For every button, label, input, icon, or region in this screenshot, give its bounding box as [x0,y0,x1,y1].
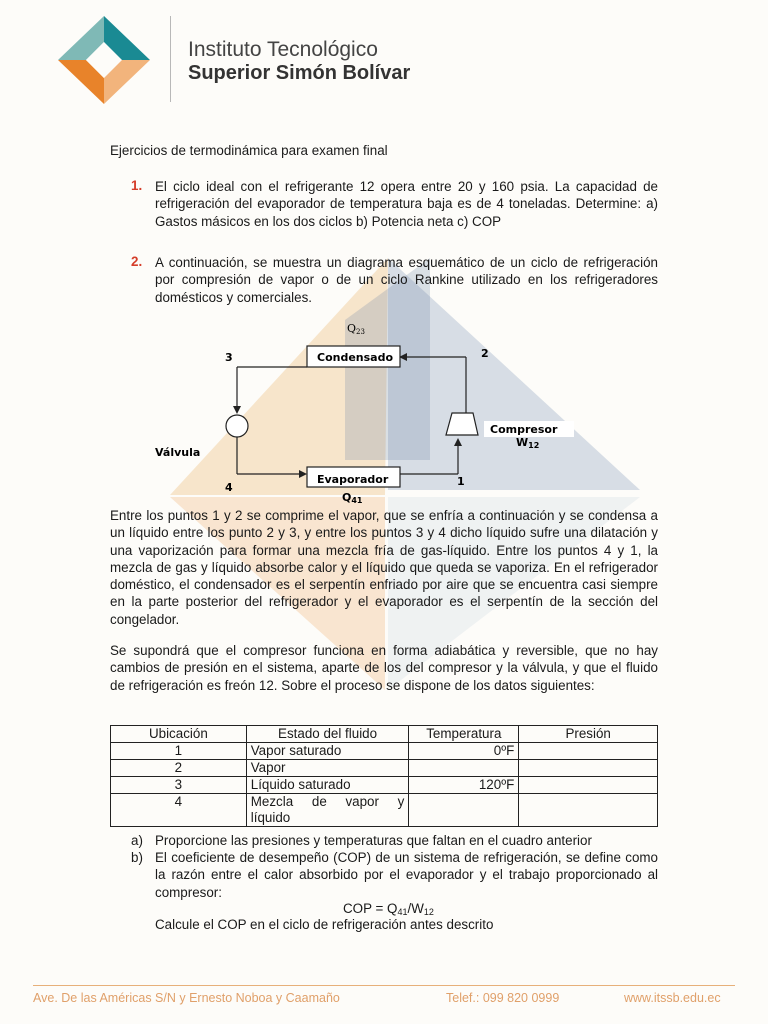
table-cell: 0ºF [409,743,519,760]
refrigeration-cycle-diagram [0,300,768,520]
point-4-label: 4 [225,481,233,494]
table-cell: 4 [111,794,247,827]
table-row [111,743,658,760]
paragraph-cycle-description: Entre los puntos 1 y 2 se comprime el vapor, que se enfría a continuación y se condensa a un líquido entre los punto 2 y 3, y entre los puntos 3 y 4 dicho líquido sufre una dilatación y una vaporización para formar una mezcla fría de gas-líquido. Entre los puntos 4 y 1, la mezcla de gas y líquido absorbe calor y el líquido que queda se vaporiza. En el refrigerador doméstico, el condensador es el serpentín enfriado por aire que se encuentra casi siempre en la parte posterior del refrigerador y el evaporador es el serpentín de la sección del congelador. [110,508,658,627]
table-cell: Líquido saturado [246,777,409,794]
institute-logo [56,14,152,106]
table-cell [409,794,519,827]
question-b-label: b) [131,850,143,865]
table-cell: Vapor saturado [246,743,409,760]
header-divider [170,16,171,102]
q41-label: Q41 [342,491,363,505]
table-header: Presión [519,726,658,743]
institution-name-line1: Instituto Tecnológico [188,38,378,61]
formula-sub-12: 12 [423,907,434,917]
table-cell: 3 [111,777,247,794]
valve-symbol [226,415,248,437]
table-row [111,794,658,827]
table-header: Temperatura [409,726,519,743]
question-a-text: Proporcione las presiones y temperaturas que faltan en el cuadro anterior [155,833,592,848]
item1-number: 1. [131,178,143,193]
table-cell [519,794,658,827]
table-row [111,760,658,777]
data-table [110,725,658,827]
footer-website[interactable]: www.itssb.edu.ec [624,991,721,1005]
formula-mid: /W [407,901,424,916]
valve-label: Válvula [155,446,201,459]
table-row [111,777,658,794]
document-title: Ejercicios de termodinámica para examen final [110,143,388,158]
formula-sub-41: 41 [397,907,408,917]
question-a-label: a) [131,833,143,848]
item1-text: El ciclo ideal con el refrigerante 12 opera entre 20 y 160 psia. La capacidad de refrigeración del evaporador de temperatura baja es de 4 toneladas. Determine: a) Gastos másicos en los dos ciclos b) Potencia neta c) COP [155,179,658,229]
table-cell-line: líquido [250,810,291,825]
table-cell: 1 [111,743,247,760]
q23-label: Q23 [347,322,365,336]
table-header: Ubicación [111,726,247,743]
table-cell: 2 [111,760,247,777]
table-cell: 120ºF [409,777,519,794]
point-1-label: 1 [457,475,465,488]
item2-number: 2. [131,254,143,269]
table-cell-line: Mezcla de vapor y [250,794,405,809]
institution-name-line2: Superior Simón Bolívar [188,62,411,84]
point-2-label: 2 [481,347,489,360]
compressor-symbol [446,413,478,435]
condenser-label: Condensado [317,351,394,364]
paragraph-assumptions: Se supondrá que el compresor funciona en forma adiabática y reversible, que no hay cambios de presión en el sistema, aparte de los del compresor y la válvula, y que el fluido de refrigeración es freón 12. Sobre el proceso se dispone de los datos siguientes: [110,643,658,693]
table-cell [519,760,658,777]
compressor-label: Compresor [490,423,558,436]
table-header-row [111,726,658,743]
table-cell: Vapor [246,760,409,777]
table-cell [409,760,519,777]
point-3-label: 3 [225,351,233,364]
item2-text: A continuación, se muestra un diagrama esquemático de un ciclo de refrigeración por compresión de vapor o de un ciclo Rankine utilizado en los refrigeradores domésticos y comerciales. [155,255,658,305]
question-b-text: El coeficiente de desempeño (COP) de un sistema de refrigeración, se define como la razón entre el calor absorbido por el evaporador y el trabajo proporcionado al compresor: [155,850,658,900]
evaporator-label: Evaporador [317,473,389,486]
table-cell [519,777,658,794]
w12-label: W12 [516,436,540,450]
closing-instruction: Calcule el COP en el ciclo de refrigeración antes descrito [155,917,494,932]
footer-phone: Telef.: 099 820 0999 [446,991,560,1005]
formula-lhs: COP = Q [343,901,398,916]
footer-address: Ave. De las Américas S/N y Ernesto Noboa y Caamaño [33,991,340,1005]
table-cell [246,794,409,827]
table-cell [519,743,658,760]
table-header: Estado del fluido [246,726,409,743]
footer-divider [33,985,735,986]
